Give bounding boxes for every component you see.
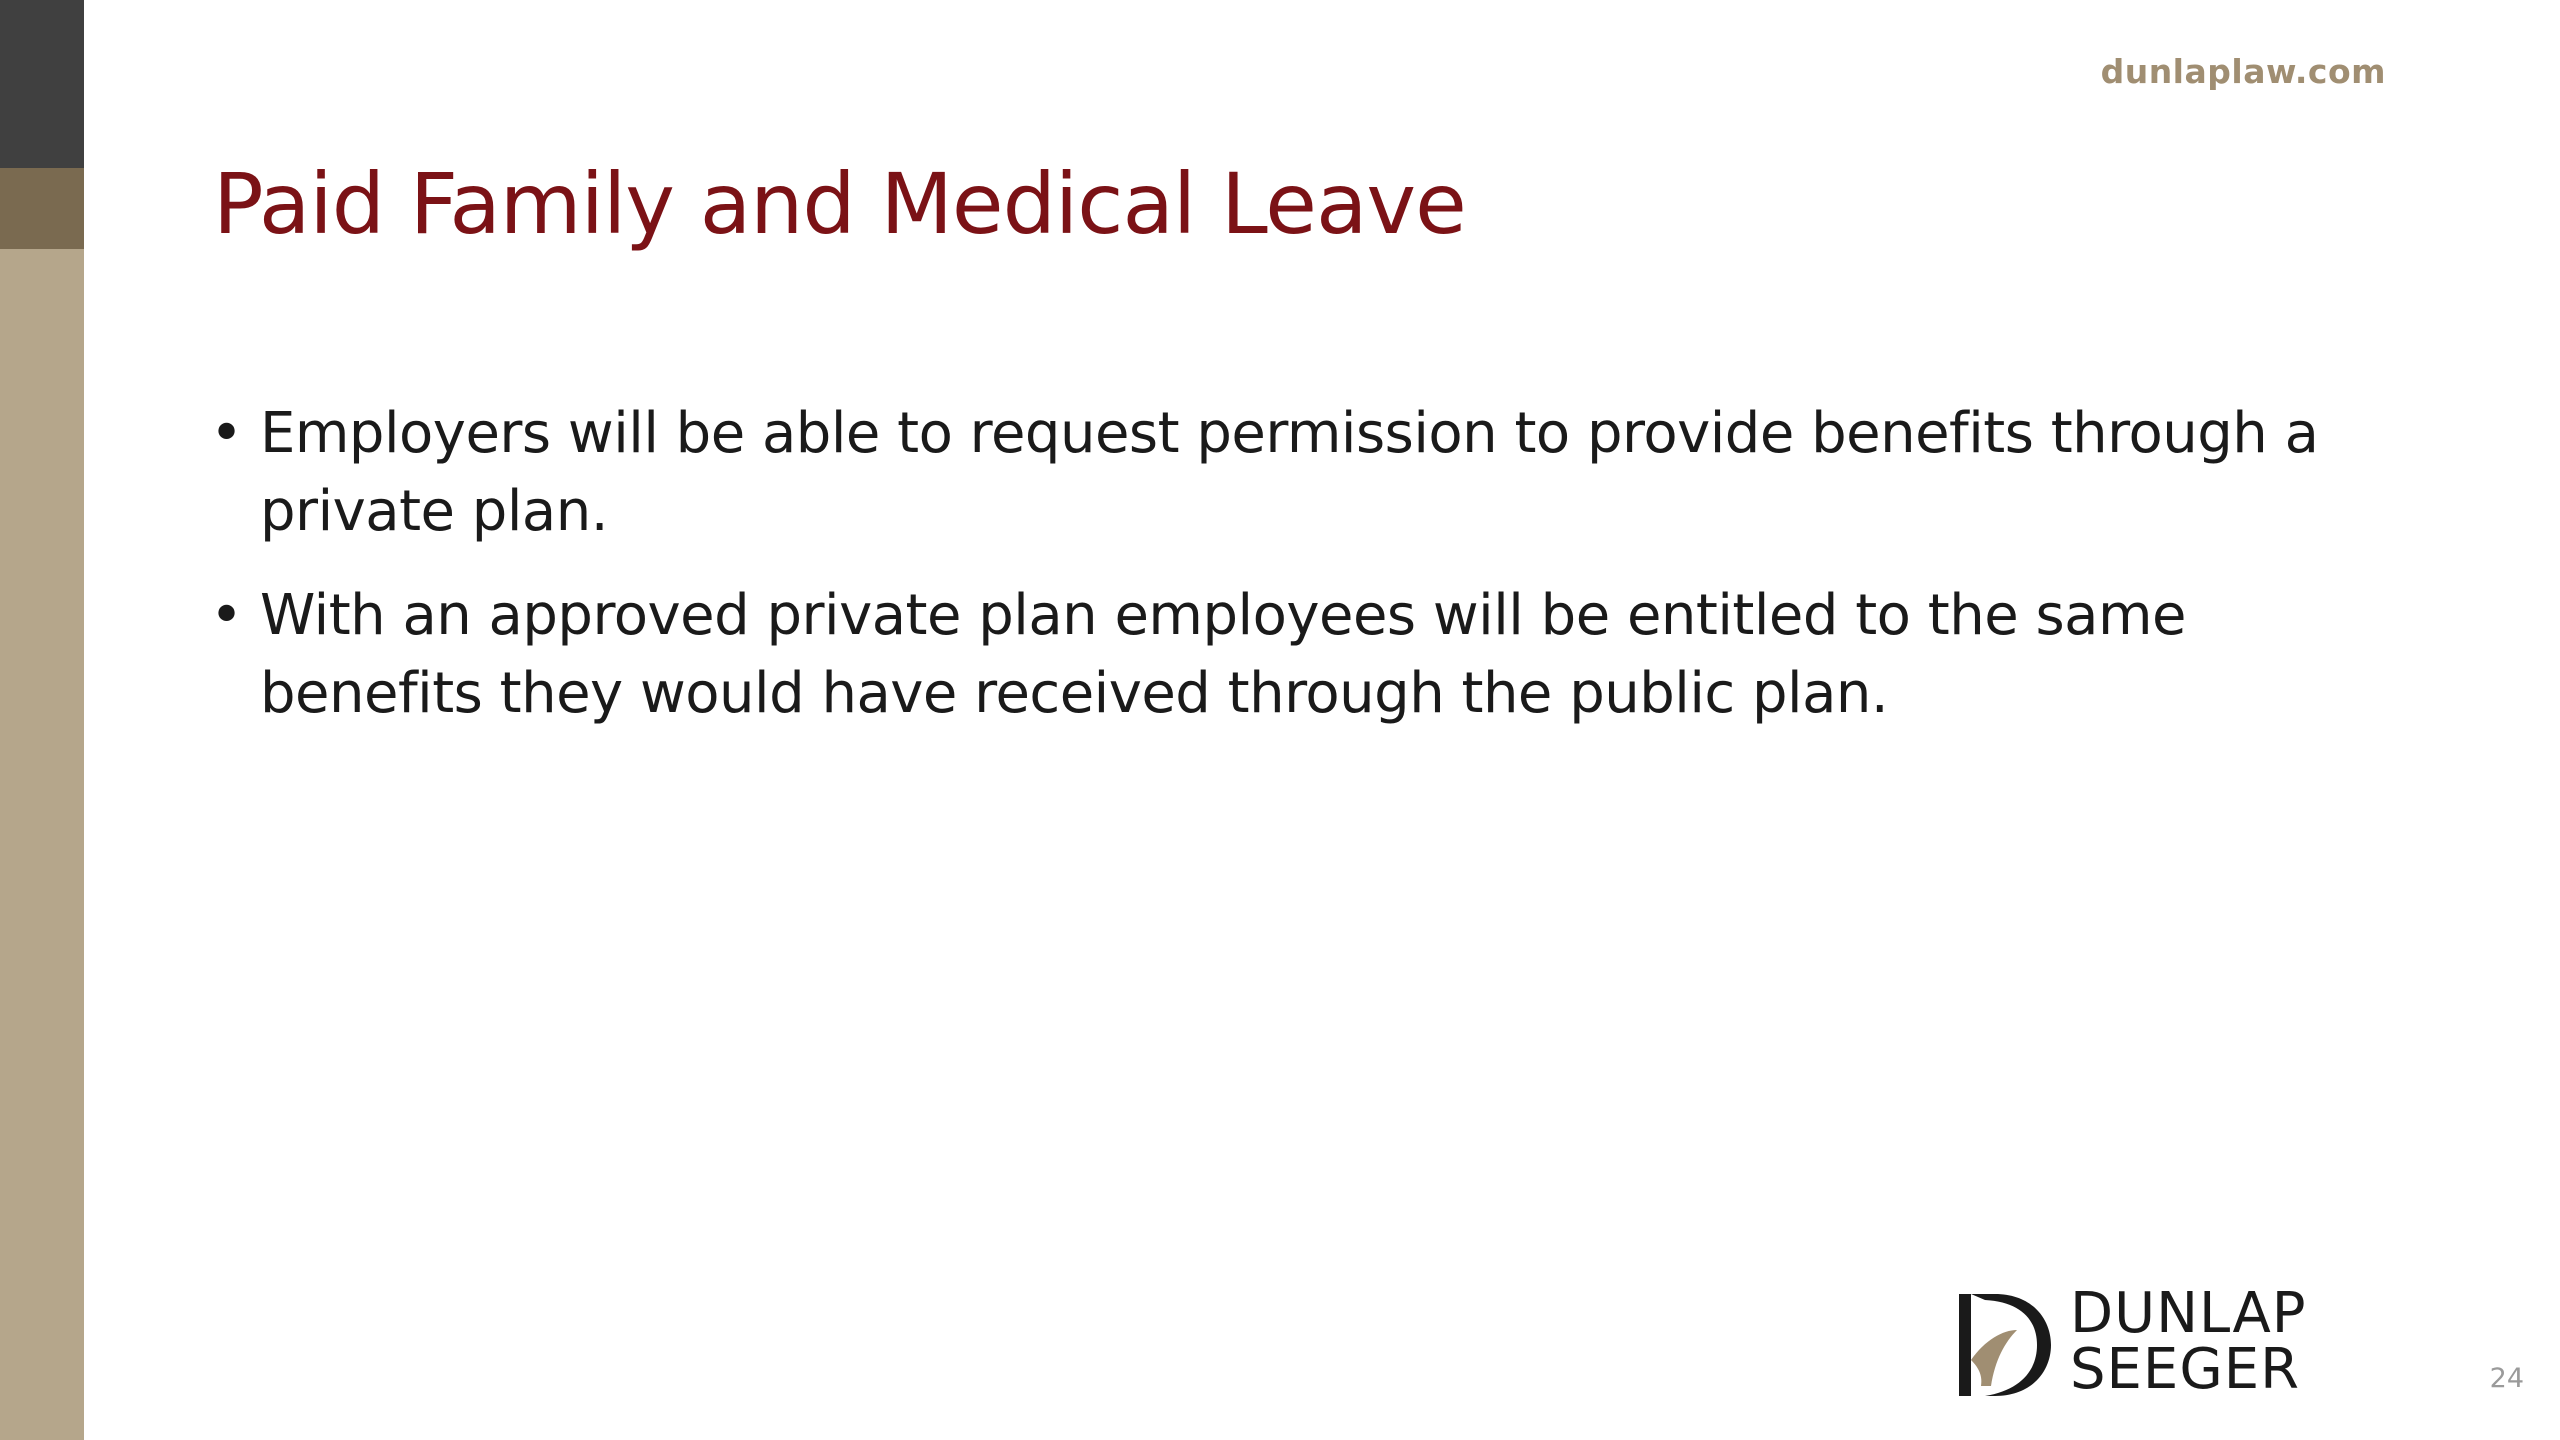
company-logo	[1955, 1281, 2395, 1402]
logo-line-2: SEEGER	[2070, 1337, 2300, 1402]
side-bar-tan-segment	[0, 249, 84, 1440]
bullet-dot-icon: •	[210, 401, 243, 466]
side-bar-dark-segment	[0, 0, 84, 168]
bullet-list	[210, 395, 2370, 759]
logo-line-1: DUNLAP	[2070, 1281, 2307, 1346]
page-number: 24	[2489, 1363, 2524, 1394]
bullet-text: Employers will be able to request permission to provide benefits through a private plan.	[260, 401, 2319, 544]
side-bar-brown-segment	[0, 168, 84, 249]
site-url: dunlaplaw.com	[2100, 52, 2386, 91]
bullet-text: With an approved private plan employees will be entitled to the same benefits they would have received through the public plan.	[260, 583, 2186, 726]
bullet-item	[210, 395, 2370, 551]
bullet-dot-icon: •	[210, 583, 243, 648]
bullet-item	[210, 577, 2370, 733]
slide-title: Paid Family and Medical Leave	[213, 155, 1466, 253]
side-accent-bar	[0, 0, 84, 1440]
logo-wordmark	[2070, 1281, 2307, 1402]
dunlap-seeger-logo-mark-icon	[1955, 1290, 2055, 1400]
